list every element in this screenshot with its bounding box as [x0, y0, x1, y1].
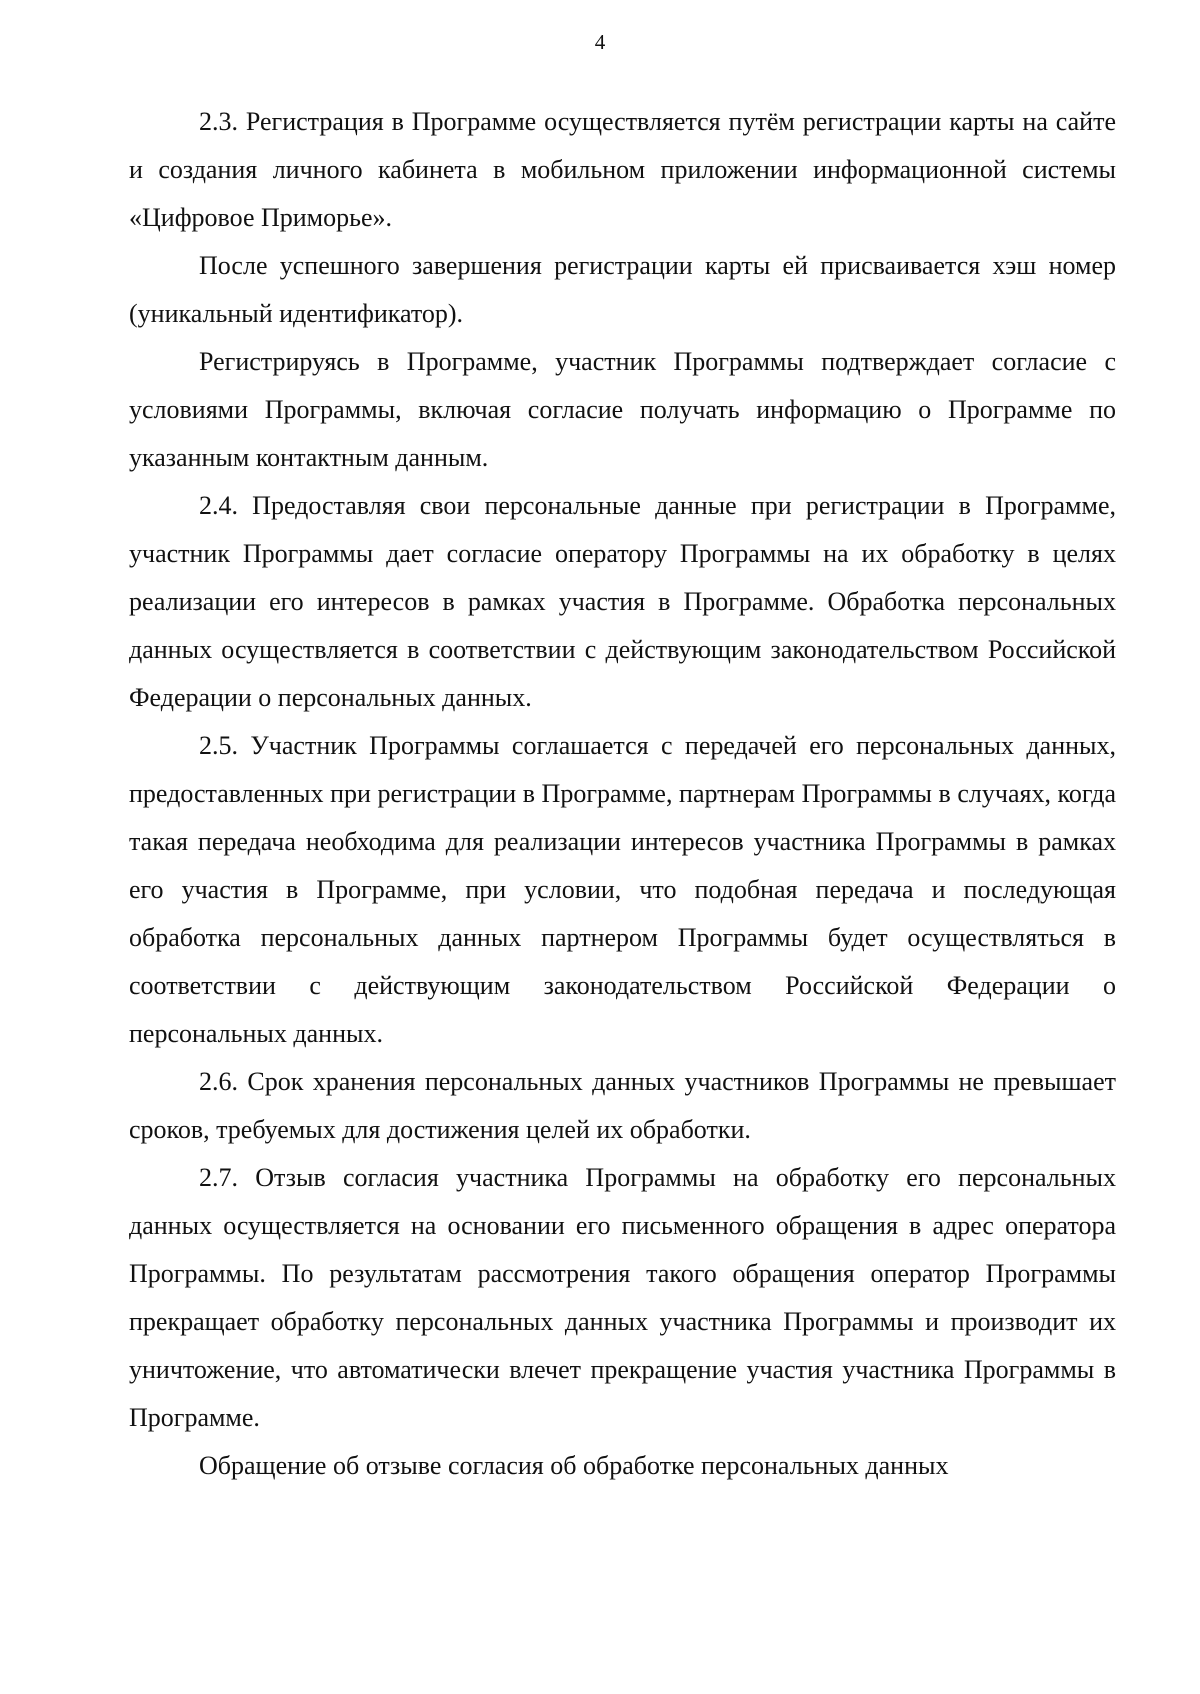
document-body [129, 98, 1116, 1490]
paragraph-2-4: 2.4. Предоставляя свои персональные данные при регистрации в Программе, участник Программы дает согласие оператору Программы на их обработку в целях реализации его интересов в рамках участия в Программе. Обработка персональных данных осуществляется в соответствии с действующим законодательством Российской Федерации о персональных данных. [129, 491, 1116, 712]
paragraph-2-3: 2.3. Регистрация в Программе осуществляется путём регистрации карты на сайте и создания личного кабинета в мобильном приложении информационной системы «Цифровое Приморье». [129, 107, 1116, 232]
page-number: 4 [594, 30, 606, 54]
paragraph-hash-number: После успешного завершения регистрации карты ей присваивается хэш номер (уникальный идентификатор). [129, 251, 1116, 328]
paragraph-2-6: 2.6. Срок хранения персональных данных участников Программы не превышает сроков, требуемых для достижения целей их обработки. [129, 1067, 1116, 1144]
paragraph-2-7: 2.7. Отзыв согласия участника Программы на обработку его персональных данных осуществляется на основании его письменного обращения в адрес оператора Программы. По результатам рассмотрения такого обращения оператор Программы прекращает обработку персональных данных участника Программы и производит их уничтожение, что автоматически влечет прекращение участия участника Программы в Программе. [129, 1163, 1116, 1432]
paragraph-consent-conditions: Регистрируясь в Программе, участник Программы подтверждает согласие с условиями Программы, включая согласие получать информацию о Программе по указанным контактным данным. [129, 347, 1116, 472]
paragraph-2-5: 2.5. Участник Программы соглашается с передачей его персональных данных, предоставленных при регистрации в Программе, партнерам Программы в случаях, когда такая передача необходима для реализации интересов участника Программы в рамках его участия в Программе, при условии, что подобная передача и последующая обработка персональных данных партнером Программы будет осуществляться в соответствии с действующим законодательством Российской Федерации о персональных данных. [129, 731, 1116, 1048]
paragraph-withdrawal-request: Обращение об отзыве согласия об обработке персональных данных [199, 1451, 949, 1480]
